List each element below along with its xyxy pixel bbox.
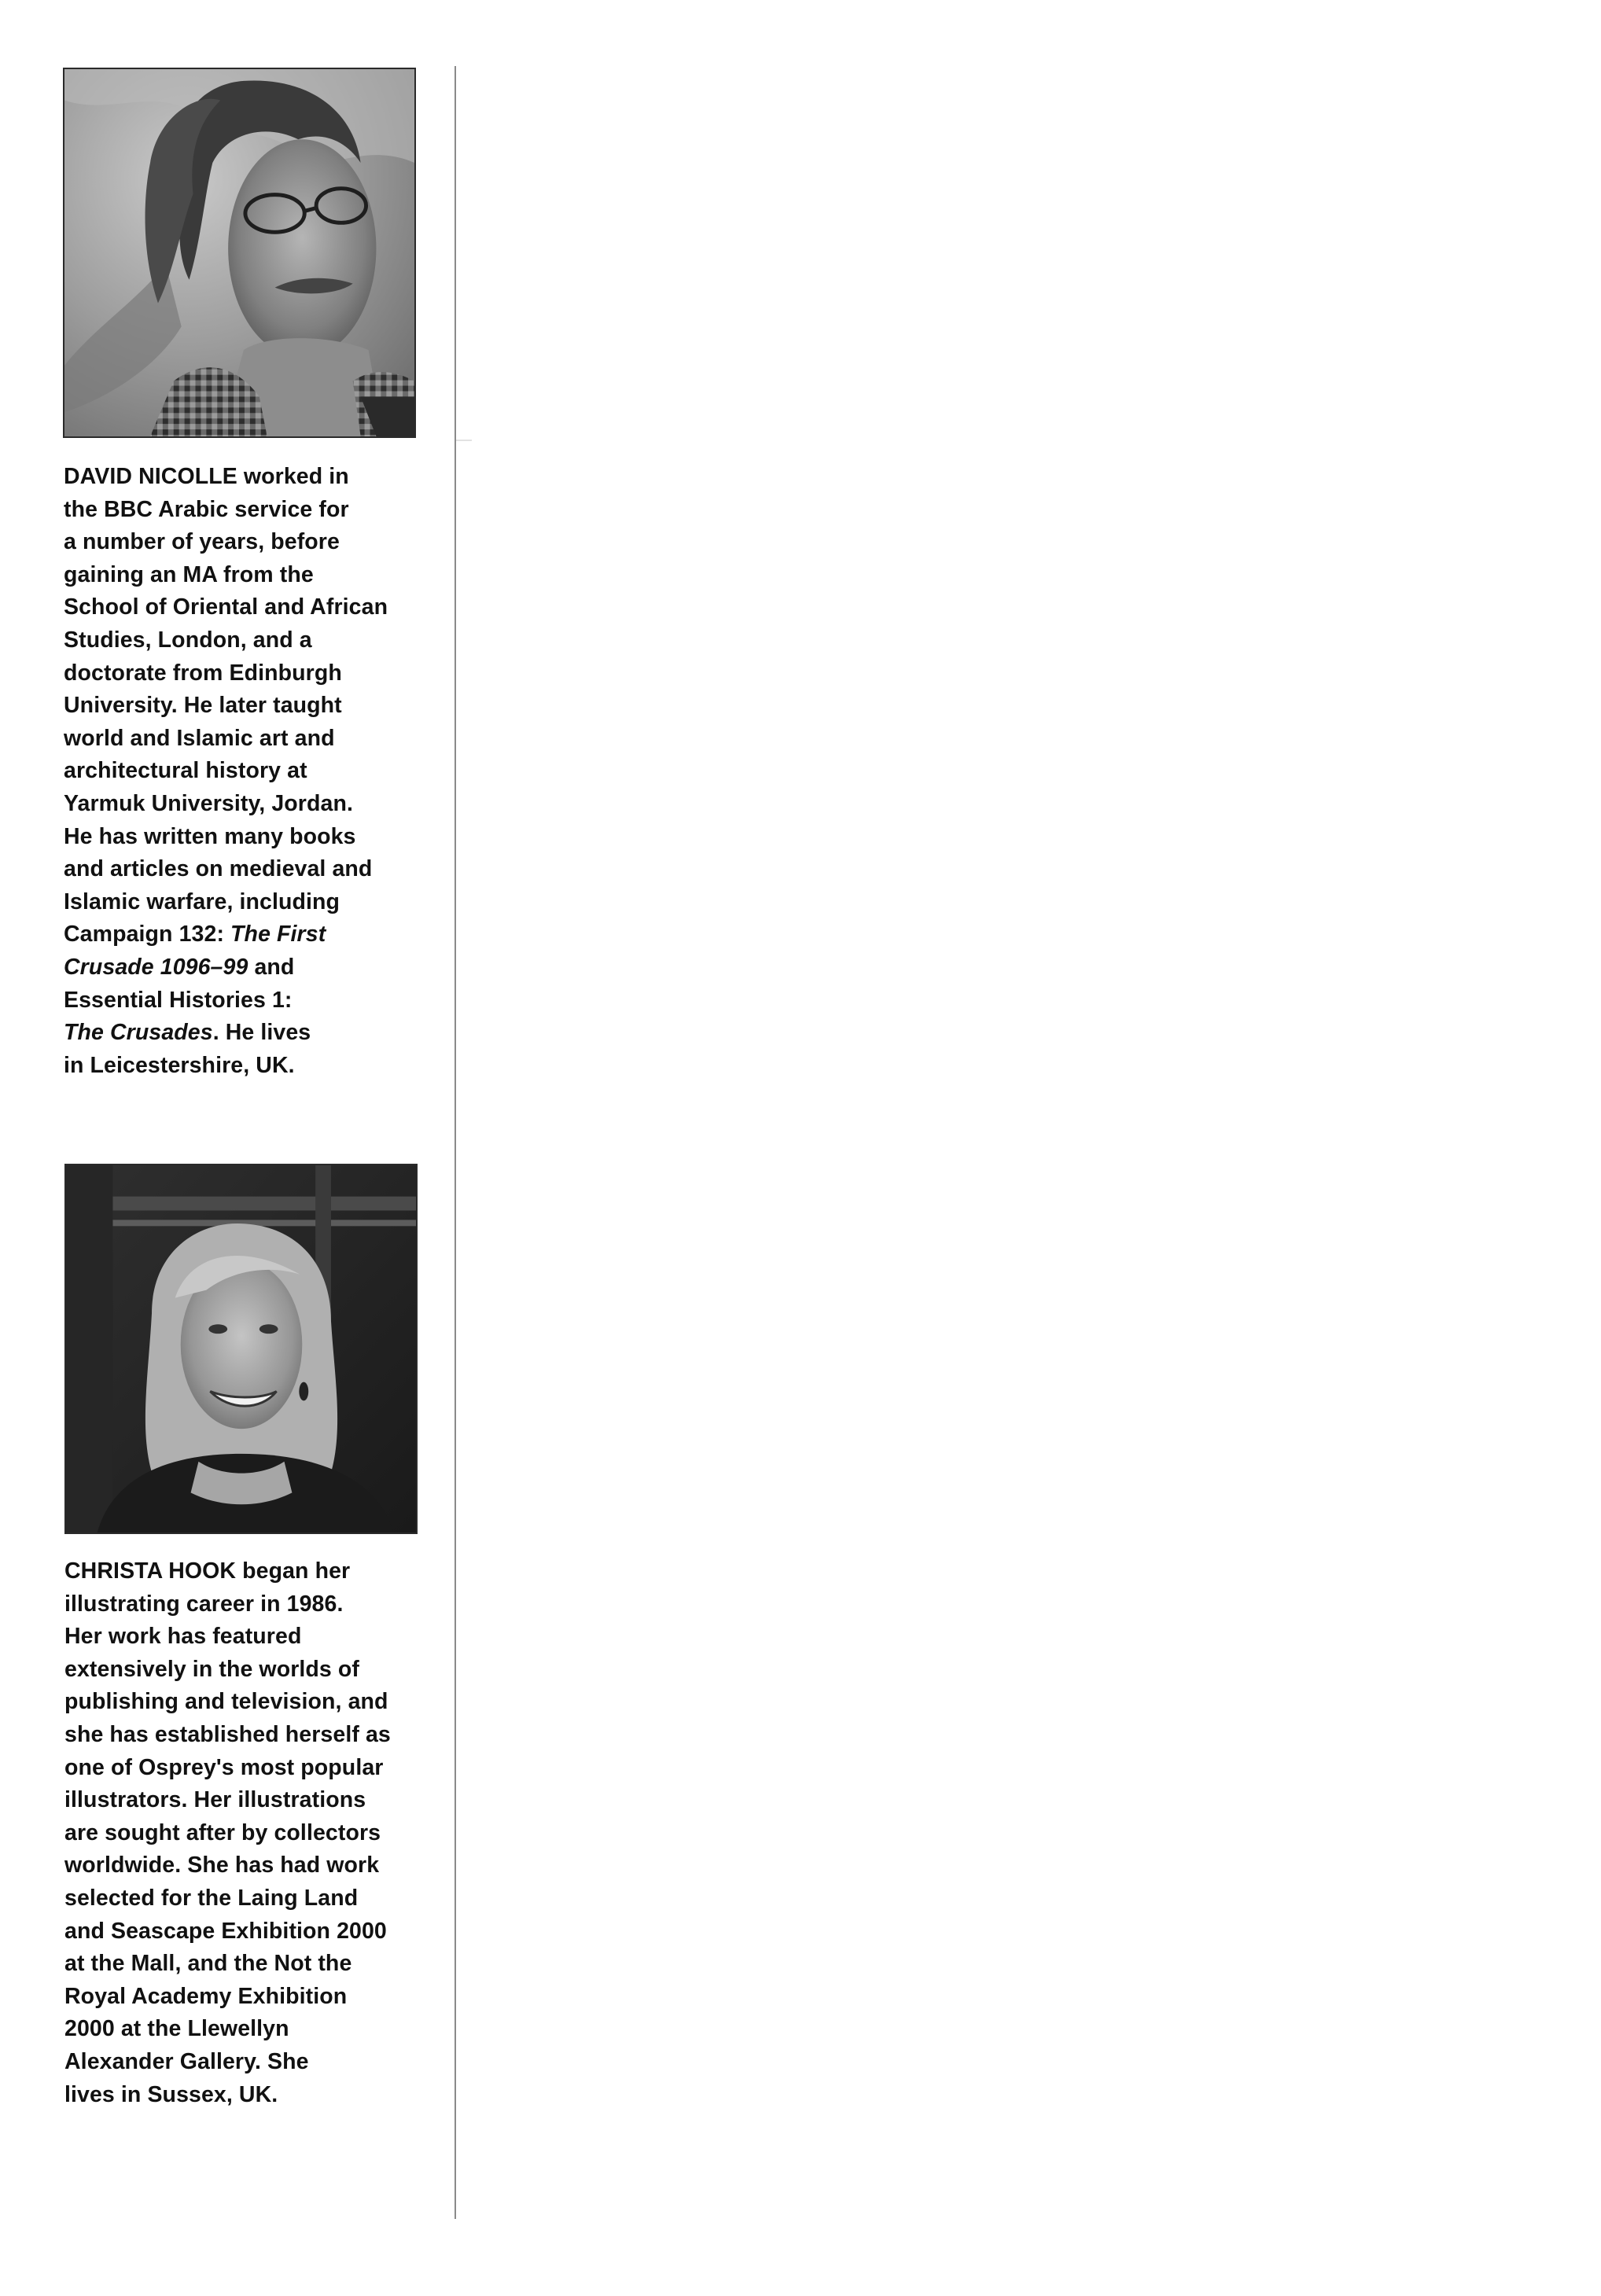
bio-line [64,1621,434,1654]
bio-text: doctorate from Edinburgh [64,660,342,686]
bio-line [64,1588,434,1621]
portrait-man-image [64,69,414,436]
bio-line [64,1981,434,2014]
bio-text: Her work has featured [64,1624,302,1650]
bio-text: and Seascape Exhibition 2000 [64,1918,387,1944]
bio-text: extensively in the worlds of [64,1656,359,1682]
bio-text: lives in Sussex, UK. [64,2081,278,2107]
bio-line [64,755,433,788]
bio-line [64,1719,434,1752]
bio-line [64,2079,434,2112]
bio-line [64,1948,434,1981]
bio-line [64,591,433,624]
bio-line [64,951,433,984]
bio-text: one of Osprey's most popular [64,1754,384,1780]
bio-text: worldwide. She has had work [64,1853,380,1878]
bio-line [64,1654,434,1687]
bio-text: and [248,954,295,980]
bio-text: architectural history at [64,758,307,784]
bio-line [64,624,433,657]
bio-line [64,1555,434,1588]
bio-line [64,984,433,1017]
bio-text: illustrators. Her illustrations [64,1787,366,1813]
bio-text: gaining an MA from the [64,561,314,587]
bio-title-italic: The First [230,922,326,947]
bio-line [64,723,433,756]
bio-text: Alexander Gallery. She [64,2048,309,2074]
bio-text: School of Oriental and African [64,594,388,620]
bio-line [64,657,433,690]
bio-text: are sought after by collectors [64,1820,381,1845]
bio-line [64,918,433,951]
bio-text: . He lives [212,1020,311,1046]
author-bio-david-nicolle [64,461,433,1082]
bio-title-italic: The Crusades [64,1020,213,1046]
bio-text: Essential Histories 1: [64,987,293,1013]
bio-text: selected for the Laing Land [64,1885,359,1911]
author-bio-christa-hook [64,1555,434,2111]
bio-text: Studies, London, and a [64,627,312,653]
bio-text: publishing and television, and [64,1689,388,1715]
author-photo-christa-hook [64,1164,418,1534]
bio-line [64,2013,434,2046]
bio-title-italic: Crusade 1096–99 [64,954,248,980]
bio-text: and articles on medieval and [64,856,373,882]
bio-text: Royal Academy Exhibition [64,1983,348,2009]
bio-text: CHRISTA HOOK began her [64,1558,351,1584]
bio-text: she has established herself as [64,1721,391,1747]
bio-text: at the Mall, and the Not the [64,1951,352,1977]
bio-text: 2000 at the Llewellyn [64,2016,289,2042]
bio-line [64,1849,434,1882]
portrait-woman-image [66,1165,416,1533]
bio-line [64,821,433,854]
bio-line [64,788,433,821]
bio-text: He has written many books [64,823,356,849]
bio-line [64,1784,434,1817]
bio-line [64,886,433,919]
bio-text: the BBC Arabic service for [64,496,349,522]
bio-line [64,494,433,527]
author-photo-david-nicolle [63,68,416,438]
bio-line [64,461,433,494]
bio-line [64,690,433,723]
bio-line [64,559,433,592]
bio-line [64,1017,433,1050]
bio-text: Yarmuk University, Jordan. [64,790,353,816]
bio-text: Campaign 132: [64,922,231,947]
bio-line [64,2046,434,2079]
bio-line [64,1882,434,1915]
bio-text: world and Islamic art and [64,725,335,751]
bio-line [64,1686,434,1719]
bio-line [64,1752,434,1785]
bio-text: in Leicestershire, UK. [64,1052,295,1078]
bio-text: Islamic warfare, including [64,889,340,914]
bio-text: a number of years, before [64,529,340,555]
bio-text: illustrating career in 1986. [64,1591,344,1617]
rule-tick-mark [456,440,472,441]
bio-line [64,1915,434,1948]
vertical-rule [455,66,456,2219]
bio-line [64,526,433,559]
bio-line [64,853,433,886]
bio-line [64,1817,434,1850]
bio-text: DAVID NICOLLE worked in [64,464,349,489]
bio-line [64,1050,433,1083]
bio-text: University. He later taught [64,693,342,719]
